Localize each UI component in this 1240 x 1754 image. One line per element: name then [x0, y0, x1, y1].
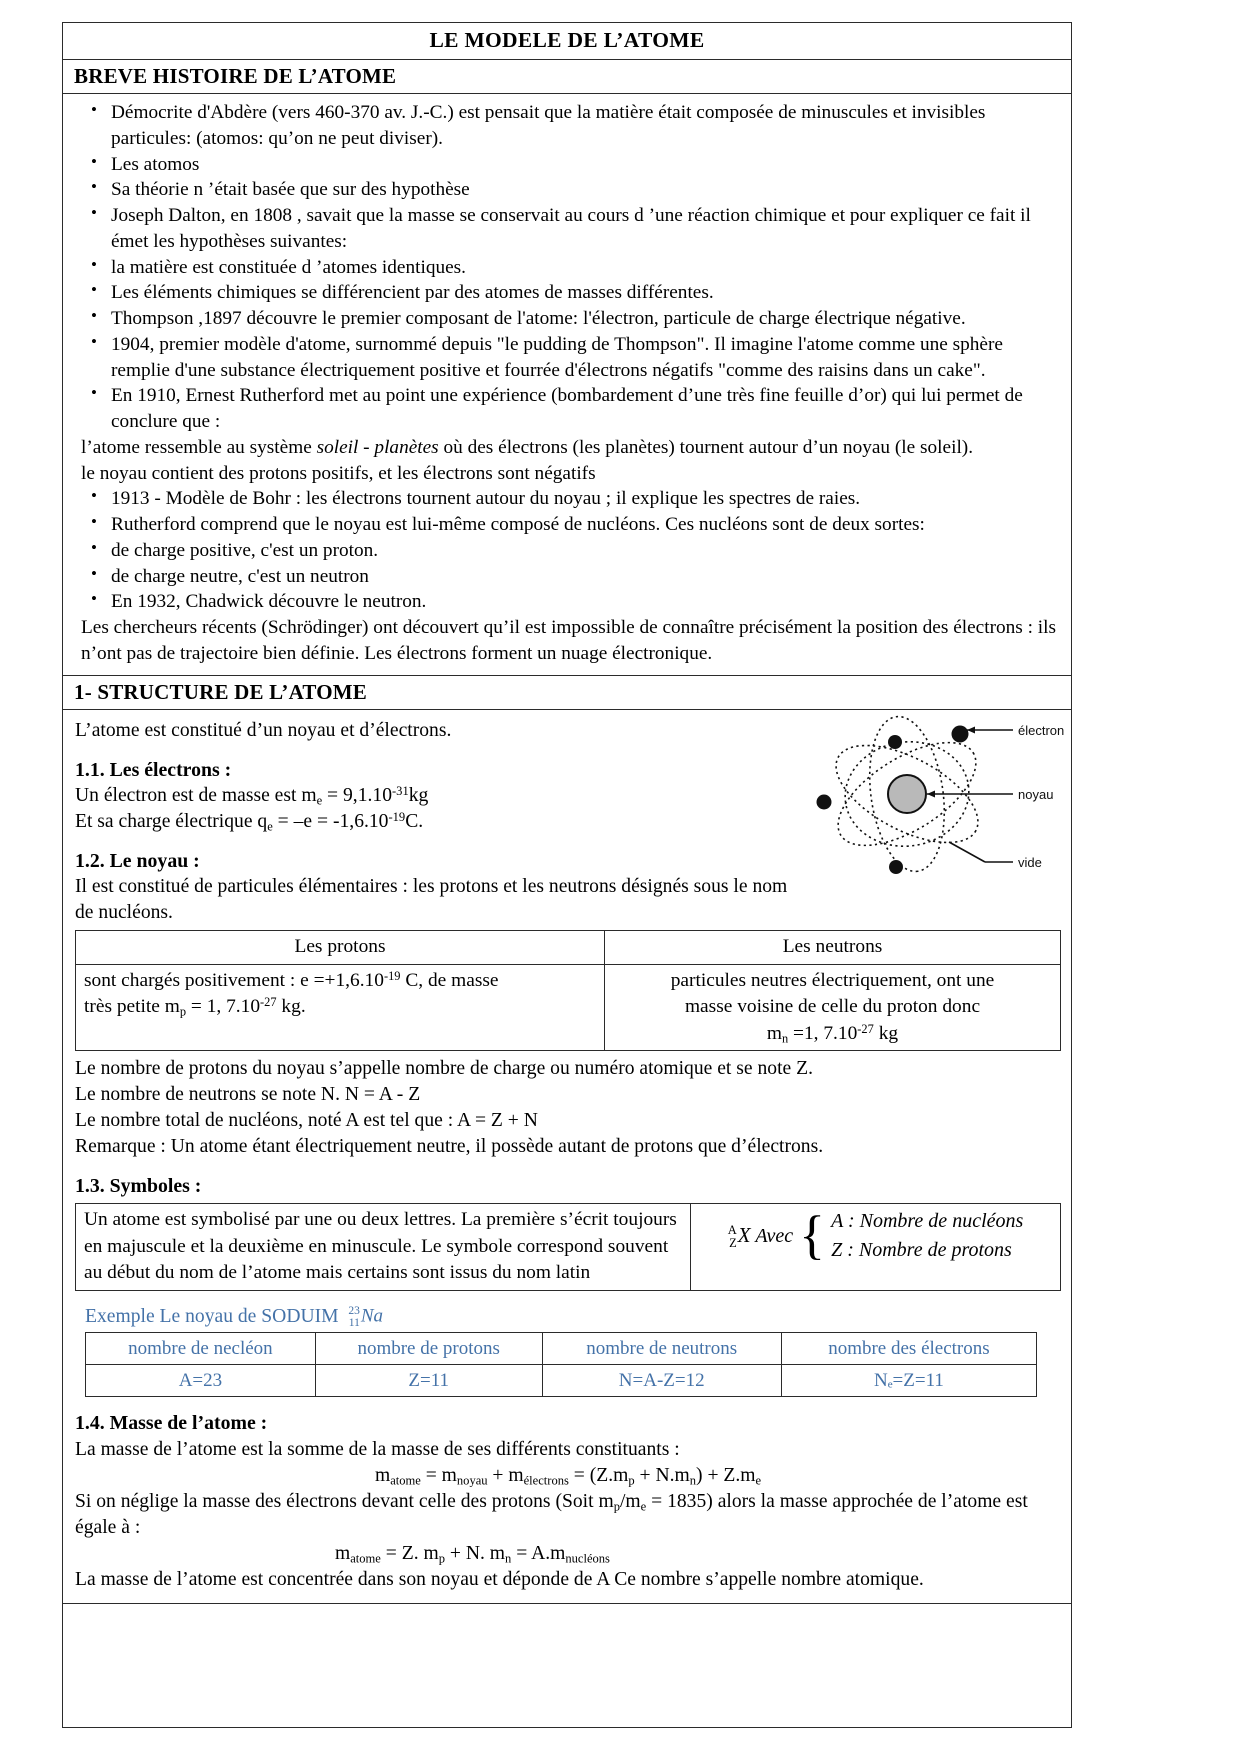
- f2b: = Z. m: [380, 1542, 439, 1564]
- symbol-notation: [691, 1204, 1061, 1290]
- example-label: Exemple Le noyau de SODUIM: [85, 1305, 339, 1327]
- ec-suffix: C.: [405, 810, 424, 832]
- m2a: Si on néglige la masse des électrons devant celle des protons (Soit m: [75, 1490, 614, 1512]
- f1a: m: [374, 1464, 391, 1486]
- m2s2: e: [640, 1499, 647, 1514]
- mass-line-1: La masse de l’atome est la somme de la masse de ses différents constituants :: [75, 1438, 680, 1460]
- document-page: [62, 22, 1072, 1604]
- list-item: • Joseph Dalton, en 1808 , savait que la masse se conservait au cours d ’une réaction chimique et pour expliquer ce fait il émet les hypothèses suivantes:: [73, 203, 1061, 255]
- list-item: • Rutherford comprend que le noyau est lui-même composé de nucléons. Ces nucléons sont de deux sortes:: [73, 512, 1061, 538]
- pc-l1sup: -19: [383, 968, 401, 983]
- avec-word: Avec: [755, 1224, 794, 1247]
- f2d-sub: nucléons: [565, 1551, 610, 1566]
- list-item: • En 1932, Chadwick découvre le neutron.: [73, 589, 1061, 615]
- f1c-sub: électrons: [523, 1473, 569, 1488]
- example-nuclide-sub: 11: [348, 1317, 360, 1330]
- f1e: + N.m: [634, 1464, 690, 1486]
- nuclide-sub: Z: [729, 1236, 737, 1251]
- example-nuclide: [348, 1305, 383, 1329]
- proton-cell: [76, 964, 605, 1050]
- nc-l2: masse voisine de celle du proton donc: [684, 996, 981, 1018]
- subheading-mass: 1.4. Masse de l’atome :: [75, 1412, 268, 1435]
- col-header-neutrons: Les neutrons: [605, 931, 1061, 964]
- value-electrons: Nₑ=Z=11: [781, 1364, 1036, 1396]
- em-suffix: kg: [408, 784, 429, 806]
- subheading-symbols: 1.3. Symboles :: [75, 1175, 202, 1198]
- example-table: [85, 1332, 1037, 1398]
- list-item: • 1913 - Modèle de Bohr : les électrons tournent autour du noyau ; il explique les spectres de raies.: [73, 486, 1061, 512]
- table-row: [76, 931, 1061, 964]
- rule-n: Le nombre de neutrons se note N. N = A - Z: [75, 1084, 421, 1105]
- f2d: = A.m: [511, 1542, 566, 1564]
- list-item: • la matière est constituée d ’atomes identiques.: [73, 255, 1061, 281]
- schrodinger-line: Les chercheurs récents (Schrödinger) ont découvert qu’il est impossible de connaître précisément la position des électrons : ils n’ont pas de trajectoire bien définie. Les électrons forment un nuage électronique.: [81, 617, 1057, 664]
- nucleus-charge-line: le noyau contient des protons positifs, et les électrons sont négatifs: [81, 462, 596, 484]
- table-row: [76, 964, 1061, 1050]
- em-mid: = 9,1.10: [322, 784, 392, 806]
- col-header-protons: Les protons: [76, 931, 605, 964]
- structure-intro: L’atome est constitué d’un noyau et d’électrons.: [75, 719, 452, 741]
- list-item: • Les atomos: [73, 152, 1061, 178]
- atom-diagram: [799, 702, 1071, 902]
- example-nuclide-indices: [348, 1305, 360, 1329]
- pc-l1a: sont chargés positivement : e =+1,6.10: [84, 969, 384, 991]
- pc-l2sub: p: [179, 1004, 187, 1019]
- list-item: • de charge positive, c'est un proton.: [73, 538, 1061, 564]
- f1f-sub: e: [755, 1473, 762, 1488]
- list-item: • Démocrite d'Abdère (vers 460-370 av. J.-C.) est pensait que la matière était composée de minuscules et invisibles particules: (atomos: qu’on ne peut diviser).: [73, 100, 1061, 152]
- figure-label-noyau: noyau: [1018, 786, 1054, 802]
- pc-l2sup: -27: [260, 995, 277, 1010]
- f1a-sub: atome: [390, 1473, 421, 1488]
- example-nuclide-sup: 23: [348, 1304, 360, 1317]
- value-neutrons: N=A-Z=12: [542, 1364, 781, 1396]
- symbol-description: Un atome est symbolisé par une ou deux lettres. La première s’écrit toujours en majuscule et la deuxième en minuscule. Le symbole correspond souvent au début du nom de l’atome mais certains sont issus du nom latin: [76, 1204, 691, 1290]
- structure-heading: 1- STRUCTURE DE L’ATOME: [74, 679, 368, 704]
- nc-l3sup: -27: [857, 1021, 874, 1036]
- f2a-sub: atome: [350, 1551, 381, 1566]
- ec-sup: -19: [388, 809, 406, 824]
- value-protons: Z=11: [315, 1364, 542, 1396]
- electron-dot: [952, 725, 969, 742]
- ec-sub: e: [267, 819, 273, 834]
- pc-l1b: C, de masse: [400, 969, 499, 991]
- col-header-protons: nombre de protons: [315, 1332, 542, 1364]
- history-box: [62, 93, 1072, 676]
- rule-a: Le nombre total de nucléons, noté A est tel que : A = Z + N: [75, 1110, 538, 1132]
- structure-box: [62, 709, 1072, 1604]
- brace-lines: [831, 1207, 1023, 1264]
- f2a: m: [335, 1542, 351, 1564]
- em-sub: e: [316, 793, 323, 808]
- mass-formula-1: [75, 1463, 1061, 1489]
- f1c: + m: [487, 1464, 524, 1486]
- rule-z: Le nombre de protons du noyau s’appelle nombre de charge ou numéro atomique et se note Z.: [75, 1057, 813, 1079]
- value-nucleons: A=23: [86, 1364, 316, 1396]
- f1d: = (Z.m: [568, 1464, 629, 1486]
- neutron-cell: [605, 964, 1061, 1050]
- mass-line-2: [75, 1489, 1061, 1541]
- example-label-line: [75, 1299, 1061, 1332]
- nc-l3c: kg: [873, 1022, 899, 1044]
- table-row: [76, 1204, 1061, 1290]
- m2b: /m: [619, 1490, 641, 1512]
- nc-l3sub: n: [781, 1031, 789, 1046]
- ec-prefix: Et sa charge électrique q: [75, 810, 268, 832]
- history-list-2: [73, 486, 1061, 615]
- subheading-nucleus: 1.2. Le noyau :: [75, 849, 200, 872]
- definition-a: A : Nombre de nucléons: [831, 1210, 1024, 1233]
- pc-l2c: kg.: [276, 996, 306, 1018]
- list-item: • de charge neutre, c'est un neutron: [73, 564, 1061, 590]
- pc-l2a: très petite m: [84, 996, 180, 1018]
- history-list: [73, 100, 1061, 435]
- solar-after: où des électrons (les planètes) tournent autour d’un noyau (le soleil).: [438, 436, 974, 458]
- mass-formula-2: [75, 1541, 1061, 1567]
- f2b-sub: p: [438, 1551, 445, 1566]
- f1d-sub: p: [628, 1473, 635, 1488]
- m2c: = 1835) alors la masse approchée de l’atome est égale à :: [75, 1490, 1028, 1538]
- electron-dot: [889, 860, 903, 874]
- brace-icon: {: [799, 1205, 826, 1266]
- f1b-sub: noyau: [456, 1473, 488, 1488]
- em-prefix: Un électron est de masse est m: [75, 784, 317, 806]
- rutherford-solar-line: [73, 435, 1061, 461]
- nuclide-notation: [728, 1224, 751, 1251]
- example-nuclide-symbol: Na: [360, 1305, 384, 1327]
- subheading-electrons: 1.1. Les électrons :: [75, 758, 232, 781]
- list-item: • En 1910, Ernest Rutherford met au point une expérience (bombardement d’une très fine feuille d’or) qui lui permet de conclure que :: [73, 383, 1061, 435]
- list-item: • 1904, premier modèle d'atome, surnommé depuis "le pudding de Thompson". Il imagine l'atome comme une sphère remplie d'une substance électriquement positive et fourrée d'électrons négatifs "comme des raisins dans un cake".: [73, 332, 1061, 384]
- nucleus-circle: [888, 775, 926, 813]
- nucleon-table: [75, 930, 1061, 1051]
- f1f: ) + Z.m: [696, 1464, 756, 1486]
- col-header-neutrons: nombre de neutrons: [542, 1332, 781, 1364]
- rule-remark: Remarque : Un atome étant électriquement neutre, il possède autant de protons que d’électrons.: [75, 1136, 824, 1158]
- electron-dot: [888, 735, 902, 749]
- nc-l1: particules neutres électriquement, ont une: [670, 969, 995, 991]
- table-row: [86, 1364, 1037, 1396]
- nc-l3b: =1, 7.10: [788, 1022, 858, 1044]
- f2c: + N. m: [445, 1542, 506, 1564]
- solar-before: l’atome ressemble au système: [81, 436, 317, 458]
- col-header-nucleons: nombre de necléon: [86, 1332, 316, 1364]
- nuclide-element: X: [737, 1222, 751, 1247]
- em-sup: -31: [392, 783, 409, 798]
- col-header-electrons: nombre des électrons: [781, 1332, 1036, 1364]
- pc-l2b: = 1, 7.10: [186, 996, 261, 1018]
- f1e-sub: n: [689, 1473, 697, 1488]
- electron-dot: [817, 794, 832, 809]
- history-heading: BREVE HISTOIRE DE L’ATOME: [74, 64, 397, 88]
- solar-italic: soleil - planètes: [316, 436, 439, 458]
- list-item: • Thompson ,1897 découvre le premier composant de l'atome: l'électron, particule de charge électrique négative.: [73, 306, 1061, 332]
- nc-l3a: m: [766, 1022, 782, 1044]
- figure-label-vide: vide: [1018, 854, 1042, 870]
- list-item: • Sa théorie n ’était basée que sur des hypothèse: [73, 177, 1061, 203]
- mass-line-3: La masse de l’atome est concentrée dans son noyau et déponde de A Ce nombre s’appelle nombre atomique.: [75, 1568, 924, 1590]
- notation-definitions: [755, 1207, 1023, 1264]
- ec-mid: = –e = -1,6.10: [272, 810, 389, 832]
- atom-diagram-svg: [799, 702, 1071, 902]
- definition-z: Z : Nombre de protons: [831, 1238, 1012, 1261]
- nuclide-indices: [728, 1224, 737, 1251]
- figure-label-electron: électron: [1018, 722, 1065, 738]
- m2s1: p: [613, 1499, 620, 1514]
- f2c-sub: n: [505, 1551, 512, 1566]
- document-title: LE MODELE DE L’ATOME: [62, 22, 1072, 60]
- symbol-table: [75, 1203, 1061, 1290]
- f1b: = m: [420, 1464, 457, 1486]
- table-row: [86, 1332, 1037, 1364]
- nucleus-text: Il est constitué de particules élémentaires : les protons et les neutrons désignés sous le nom de nucléons.: [75, 876, 788, 924]
- nuclide-sup: A: [727, 1222, 737, 1237]
- list-item: • Les éléments chimiques se différencient par des atomes de masses différentes.: [73, 280, 1061, 306]
